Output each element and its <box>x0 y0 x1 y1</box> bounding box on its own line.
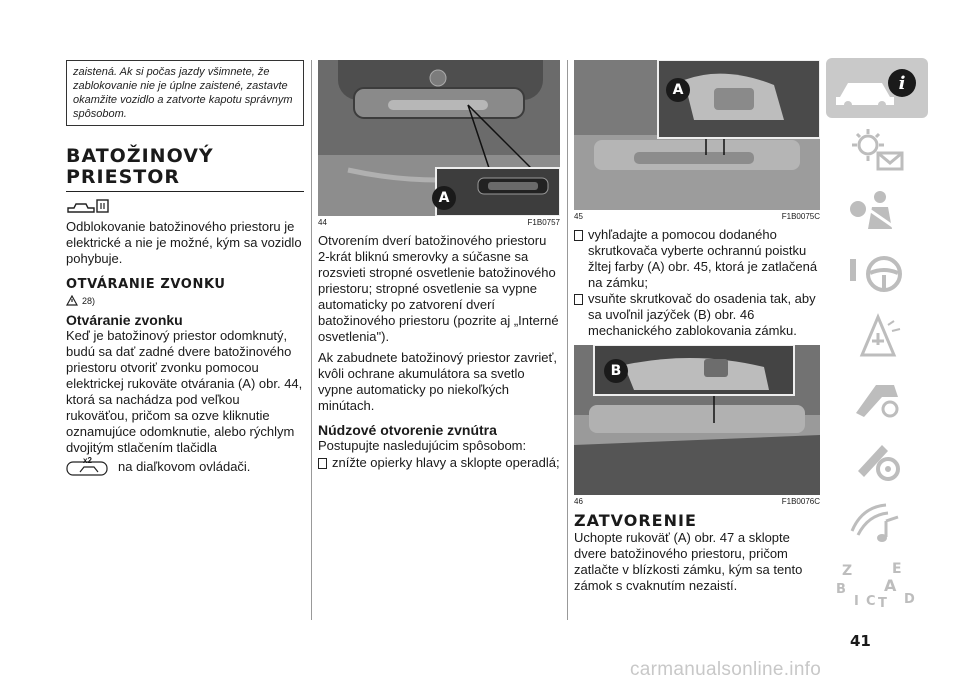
list-item <box>574 227 820 291</box>
callout-a: A <box>432 186 456 210</box>
callout-b: B <box>604 359 628 383</box>
intro-paragraph: Odblokovanie batožinového priestoru je elektrické a nie je možné, kým sa vozidlo pohybuje. <box>66 219 302 266</box>
tab-safety[interactable] <box>826 182 928 242</box>
index-letter: A <box>884 576 897 595</box>
body-paragraph: Uchopte rukoväť (A) obr. 47 a sklopte dvere batožinového priestoru, pričom zatlačte v blízkosti zámku, kým sa tento zámok s cvaknutím nezaistí. <box>574 530 803 593</box>
tab-emergency[interactable] <box>826 306 928 366</box>
tab-index[interactable] <box>826 554 928 614</box>
figure-caption <box>318 218 560 227</box>
subheading: Núdzové otvorenie zvnútra <box>318 422 497 438</box>
key-text: na diaľkovom ovládači. <box>118 459 251 474</box>
multimedia-icon <box>842 497 912 547</box>
roadside-emergency-icon <box>842 311 912 361</box>
tab-technical-data[interactable] <box>826 430 928 490</box>
column-divider <box>311 60 312 620</box>
tab-vehicle-info[interactable] <box>826 58 928 118</box>
callout-a: A <box>666 78 690 102</box>
body-paragraph: Keď je batožinový priestor odomknutý, budú sa dať zadné dvere batožinového priestoru otvoriť zvonku pomocou elektrickej rukoväte otvárania (A) obr. 44, ktorá sa nachádza pod veľkou rukoväťou, pričom sa ozve kliknutie oznamujúce odomknutie, alebo rýchlym dvojitým stlačením tlačidla <box>66 328 303 455</box>
column-2 <box>318 60 560 471</box>
column-1 <box>66 60 304 476</box>
figure-code: F1B0757 <box>527 218 560 227</box>
bullet-box-icon <box>574 230 583 241</box>
index-letter: Z <box>842 563 853 579</box>
list-item <box>318 455 560 471</box>
index-letter: T <box>878 596 887 609</box>
figure-code: F1B0075C <box>781 212 820 221</box>
page-number: 41 <box>850 632 871 650</box>
remote-key-line <box>66 458 304 476</box>
paragraph-1: Otvorením dverí batožinového priestoru 2-krát bliknú smerovky a súčasne sa rozsvieti stropné osvetlenie batožinového priestoru; stropné osvetlenie sa vypne automaticky po zatvorení dverí batožinového priestoru (pozrite aj „Interné osvetlenia"). <box>318 233 559 344</box>
chapter-tabs <box>826 58 928 616</box>
figure-46 <box>574 345 820 495</box>
tab-driving[interactable] <box>826 244 928 304</box>
steering-wheel-icon <box>842 249 912 299</box>
alphabetical-index-icon <box>832 559 922 609</box>
index-letter: D <box>904 592 915 607</box>
key-press-count: x2 <box>83 456 92 465</box>
figure-code: F1B0076C <box>781 497 820 506</box>
technical-data-icon <box>842 435 912 485</box>
key-trunk-icon <box>66 198 304 219</box>
list-item-text: vsuňte skrutkovač do osadenia tak, aby sa uvoľnil jazýček (B) obr. 46 mechanického zablokovania zámku. <box>588 291 816 338</box>
warning-triangle-icon <box>66 295 78 306</box>
figure-caption <box>574 497 820 506</box>
svg-text:i: i <box>898 73 906 94</box>
column-3 <box>574 60 820 594</box>
paragraph-3: Postupujte nasledujúcim spôsobom: <box>318 438 527 453</box>
tab-multimedia[interactable] <box>826 492 928 552</box>
bullet-box-icon <box>318 458 327 469</box>
list-item-text: znížte opierky hlavy a sklopte operadlá; <box>332 455 560 470</box>
column-divider <box>567 60 568 620</box>
index-letter: C <box>866 594 876 609</box>
figure-number: 46 <box>574 497 583 506</box>
list-item <box>574 291 820 339</box>
warning-note: zaistená. Ak si počas jazdy všimnete, že zablokovanie nie je úplne zaistené, zastavte okamžite vozidlo a zatvorte kapotu správnym spôsobom. <box>66 60 304 126</box>
warning-lights-icon <box>842 125 912 175</box>
warning-ref-number: 28) <box>82 295 96 306</box>
airbag-seatbelt-icon <box>842 187 912 237</box>
paragraph-2: Ak zabudnete batožinový priestor zavrieť, kvôli ochrane akumulátora sa svetlo vypne automaticky po niekoľkých minútach. <box>318 350 558 413</box>
section-title: BATOŽINOVÝ PRIESTOR <box>66 146 304 192</box>
subsection-title: OTVÁRANIE ZVONKU <box>66 277 226 292</box>
remote-key-icon <box>66 458 110 476</box>
figure-caption <box>574 212 820 221</box>
figure-number: 45 <box>574 212 583 221</box>
maintenance-tools-icon <box>842 373 912 423</box>
index-letter: I <box>854 594 859 609</box>
car-info-icon <box>832 63 922 113</box>
watermark[interactable]: carmanualsonline.info <box>630 659 822 680</box>
index-letter: B <box>836 582 846 597</box>
subheading: Otváranie zvonku <box>66 312 183 328</box>
section-title: ZATVORENIE <box>574 511 697 530</box>
index-letter: E <box>892 561 902 577</box>
figure-44 <box>318 60 560 216</box>
warning-reference <box>66 295 304 306</box>
figure-45 <box>574 60 820 210</box>
tab-maintenance[interactable] <box>826 368 928 428</box>
lock-cover-illustration <box>574 60 820 210</box>
list-item-text: vyhľadajte a pomocou dodaného skrutkovača vyberte ochrannú poistku žltej farby (A) obr. 45, ktorá je zatlačená na zámku; <box>588 227 818 290</box>
figure-number: 44 <box>318 218 327 227</box>
tab-warning-lights[interactable] <box>826 120 928 180</box>
bullet-box-icon <box>574 294 583 305</box>
